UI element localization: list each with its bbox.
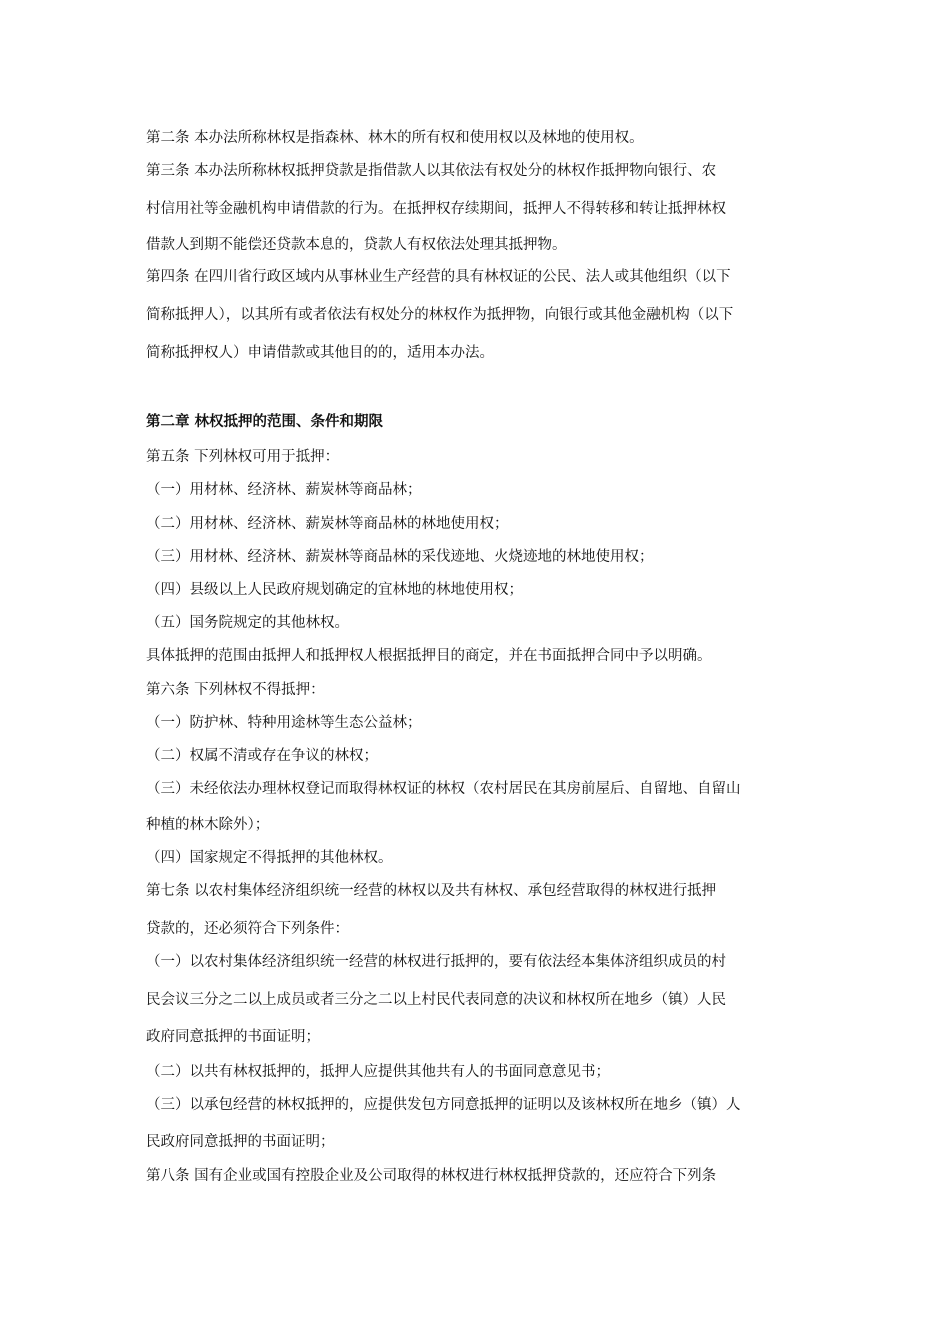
article-7-item-3-line-2: 民政府同意抵押的书面证明； <box>146 1134 335 1150</box>
article-6-item-3-line-2: 种植的林木除外）； <box>146 817 270 833</box>
article-4-line-3: 简称抵押权人）申请借款或其他目的的，适用本办法。 <box>146 345 494 361</box>
article-5-scope-note: 具体抵押的范围由抵押人和抵押权人根据抵押目的商定，并在书面抵押合同中予以明确。 <box>146 648 712 664</box>
article-4-line-2: 简称抵押人），以其所有或者依法有权处分的林权作为抵押物，向银行或其他金融机构（以下 <box>146 307 734 323</box>
article-7-item-2: （二）以共有林权抵押的，抵押人应提供其他共有人的书面同意意见书； <box>146 1064 610 1080</box>
article-6-item-4: （四）国家规定不得抵押的其他林权。 <box>146 850 393 866</box>
article-5-line: 第五条 下列林权可用于抵押： <box>146 449 340 465</box>
chapter-2-heading: 第二章 林权抵押的范围、条件和期限 <box>146 414 384 430</box>
article-5-item-3: （三）用材林、经济林、薪炭林等商品林的采伐迹地、火烧迹地的林地使用权； <box>146 549 654 565</box>
article-3-line-3: 借款人到期不能偿还贷款本息的，贷款人有权依法处理其抵押物。 <box>146 237 567 253</box>
article-5-item-1: （一）用材林、经济林、薪炭林等商品林； <box>146 482 422 498</box>
article-6-item-1: （一）防护林、特种用途林等生态公益林； <box>146 715 422 731</box>
article-8-line-1: 第八条 国有企业或国有控股企业及公司取得的林权进行林权抵押贷款的，还应符合下列条 <box>146 1168 717 1184</box>
article-5-item-4: （四）县级以上人民政府规划确定的宜林地的林地使用权； <box>146 582 523 598</box>
article-7-item-1-line-1: （一）以农村集体经济组织统一经营的林权进行抵押的，要有依法经本集体济组织成员的村 <box>146 954 726 970</box>
article-3-line-2: 村信用社等金融机构申请借款的行为。在抵押权存续期间，抵押人不得转移和转让抵押林权 <box>146 201 726 217</box>
article-7-line-1: 第七条 以农村集体经济组织统一经营的林权以及共有林权、承包经营取得的林权进行抵押 <box>146 883 717 899</box>
article-5-item-2: （二）用材林、经济林、薪炭林等商品林的林地使用权； <box>146 516 509 532</box>
article-2-line: 第二条 本办法所称林权是指森林、林木的所有权和使用权以及林地的使用权。 <box>146 130 644 146</box>
article-6-item-2: （二）权属不清或存在争议的林权； <box>146 748 378 764</box>
article-6-line: 第六条 下列林权不得抵押： <box>146 682 325 698</box>
article-3-line-1: 第三条 本办法所称林权抵押贷款是指借款人以其依法有权处分的林权作抵押物向银行、农 <box>146 163 717 179</box>
article-4-line-1: 第四条 在四川省行政区域内从事林业生产经营的具有林权证的公民、法人或其他组织（以下 <box>146 269 731 285</box>
article-7-line-2: 贷款的，还必须符合下列条件： <box>146 921 349 937</box>
article-7-item-3-line-1: （三）以承包经营的林权抵押的，应提供发包方同意抵押的证明以及该林权所在地乡（镇）人 <box>146 1097 741 1113</box>
article-5-item-5: （五）国务院规定的其他林权。 <box>146 615 349 631</box>
article-7-item-1-line-2: 民会议三分之二以上成员或者三分之二以上村民代表同意的决议和林权所在地乡（镇）人民 <box>146 992 726 1008</box>
article-7-item-1-line-3: 政府同意抵押的书面证明； <box>146 1029 320 1045</box>
article-6-item-3-line-1: （三）未经依法办理林权登记而取得林权证的林权（农村居民在其房前屋后、自留地、自留山 <box>146 781 741 797</box>
